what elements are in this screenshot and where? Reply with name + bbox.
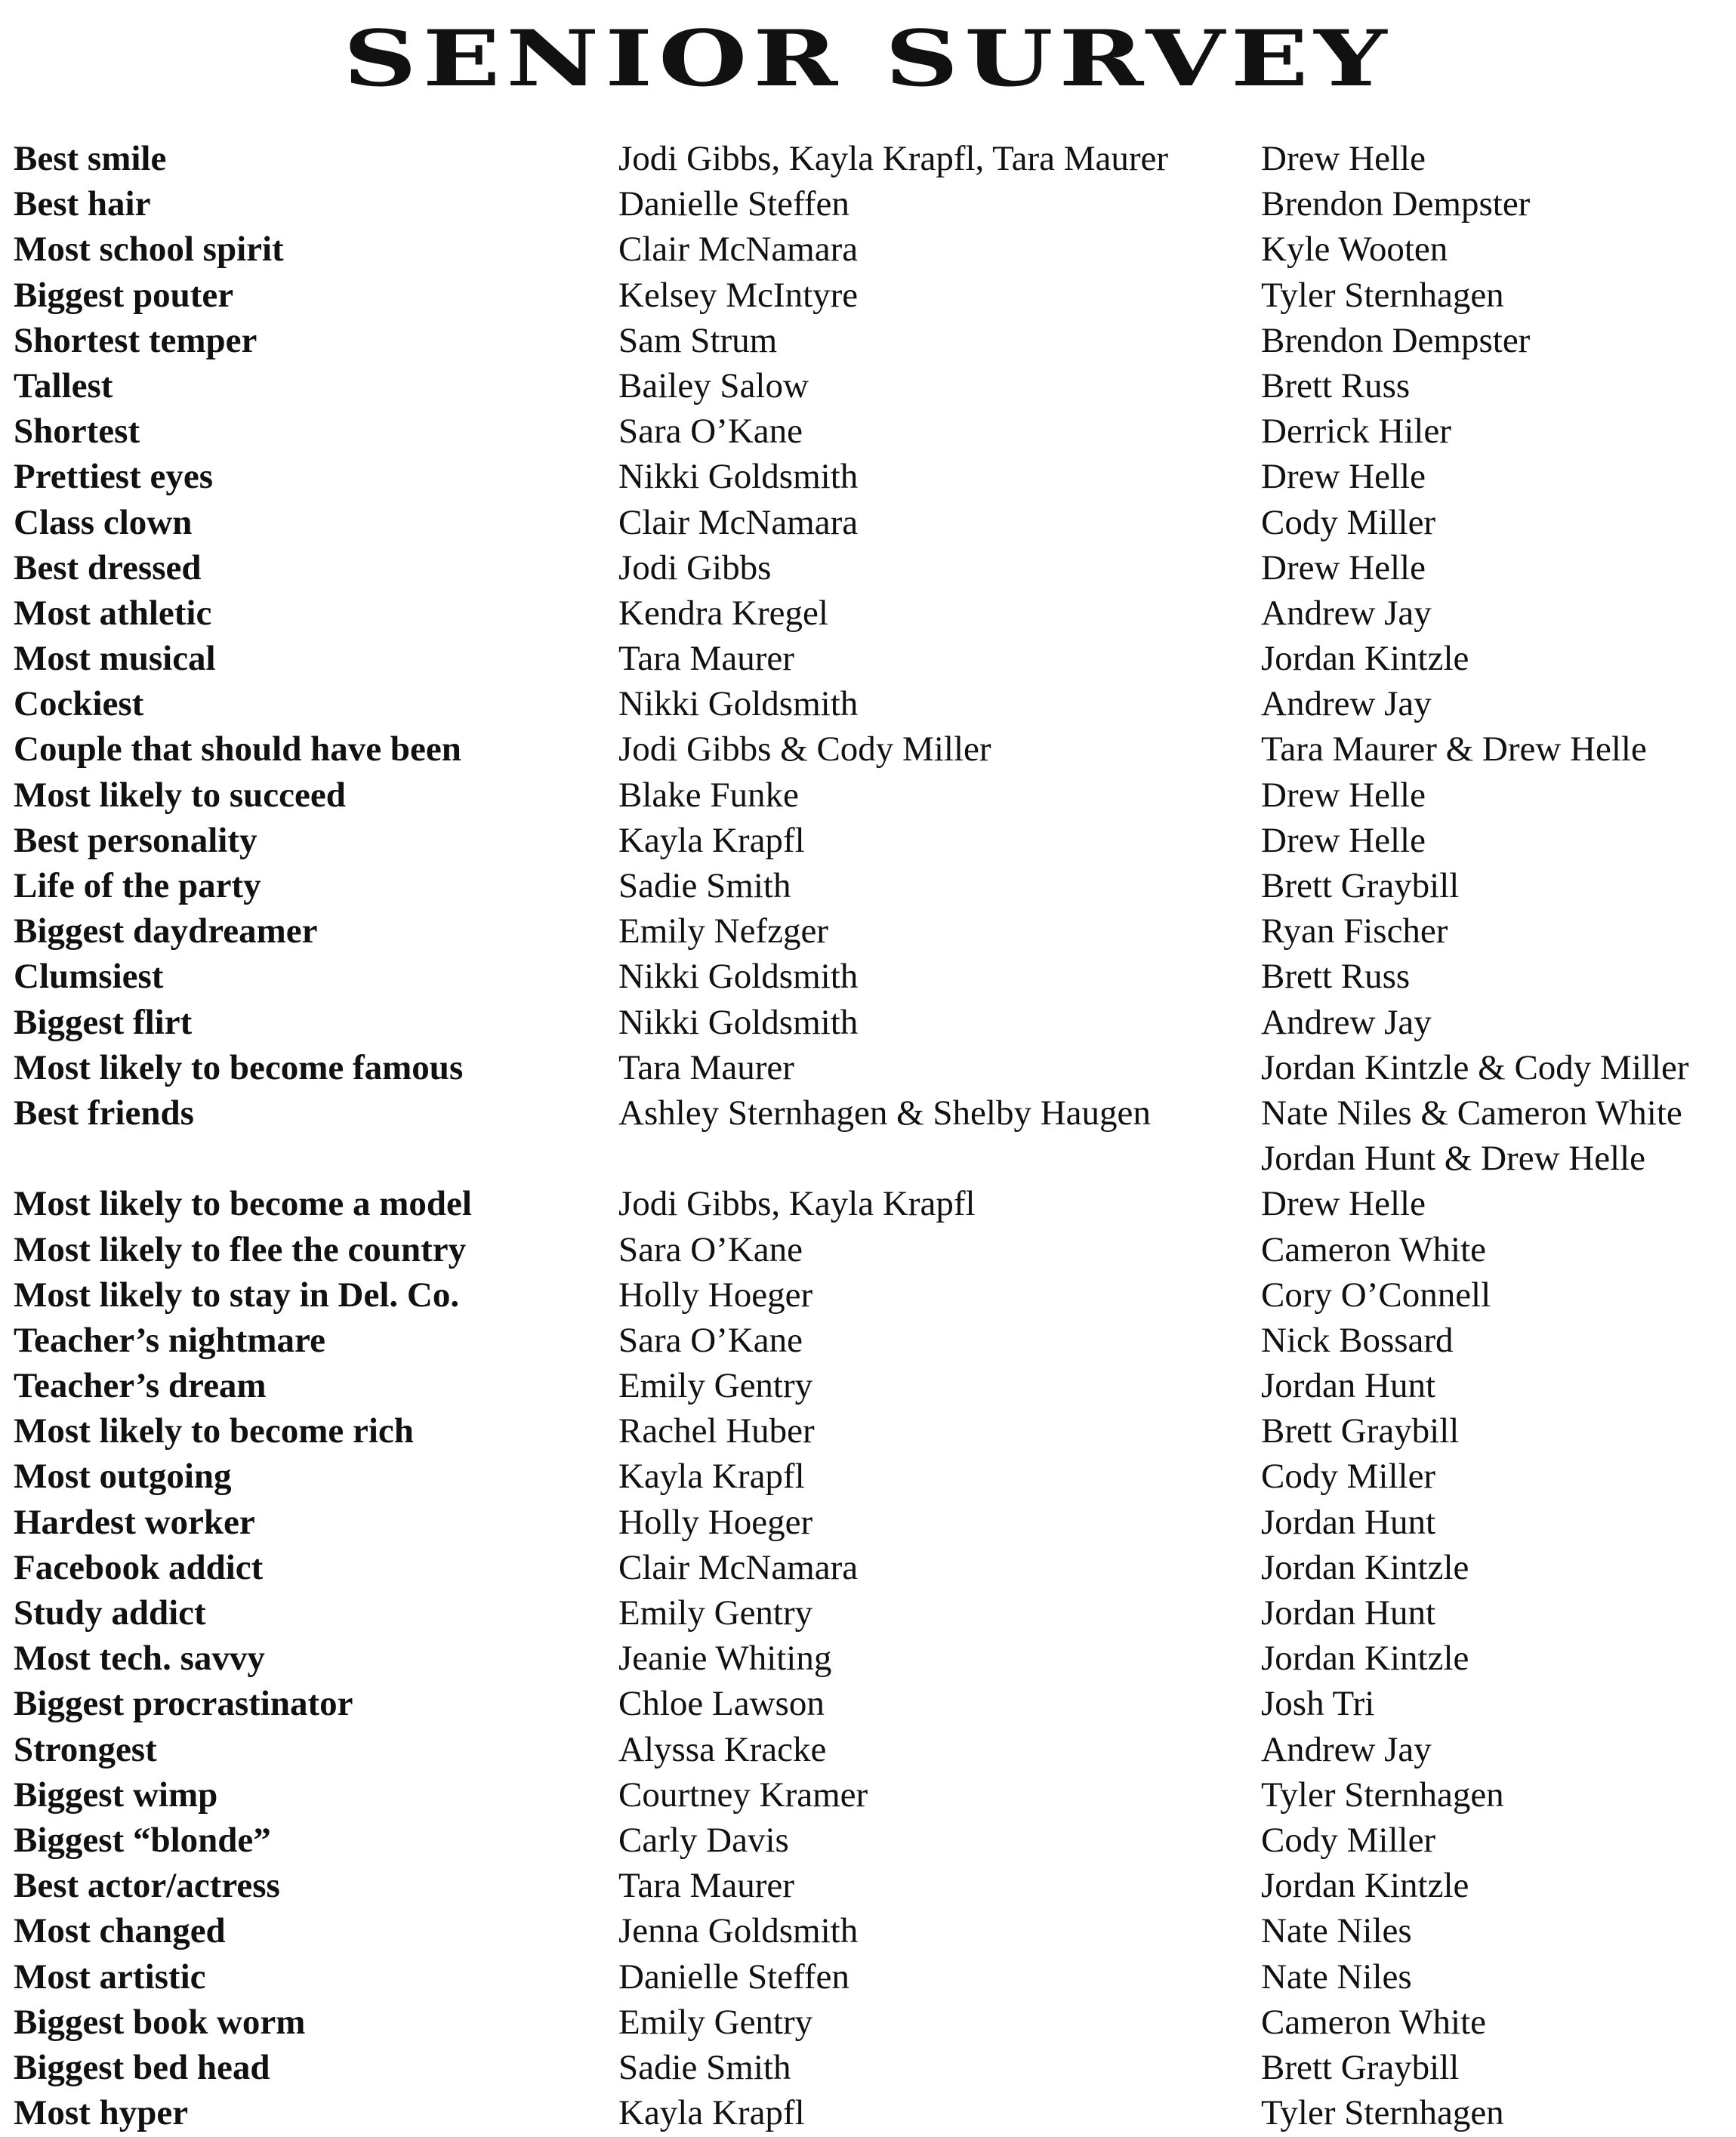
table-row: [0, 1590, 1736, 1636]
table-row: [0, 181, 1736, 227]
category-label: Clumsiest: [14, 957, 164, 997]
boys-winner: Jordan Kintzle: [1261, 1866, 1469, 1906]
table-row: [0, 500, 1736, 545]
girls-winner: Sam Strum: [618, 320, 778, 360]
girls-winner: Jodi Gibbs, Kayla Krapfl: [618, 1184, 976, 1224]
girls-winner: Kayla Krapfl: [618, 820, 805, 860]
table-row: [0, 227, 1736, 272]
boys-winner: Andrew Jay: [1261, 1729, 1432, 1769]
category-label: Most changed: [14, 1911, 226, 1951]
boys-winner: Andrew Jay: [1261, 593, 1432, 633]
category-label: Best smile: [14, 139, 167, 178]
table-row: [0, 1908, 1736, 1954]
category-label: Hardest worker: [14, 1502, 255, 1542]
table-row: [0, 409, 1736, 454]
boys-winner: Cody Miller: [1261, 1820, 1436, 1860]
table-row: [0, 2000, 1736, 2045]
boys-winner: Nate Niles & Cameron White: [1261, 1093, 1682, 1133]
girls-winner: Clair McNamara: [618, 1547, 859, 1587]
boys-winner: Ryan Fischer: [1261, 911, 1448, 951]
girls-winner: Danielle Steffen: [618, 184, 849, 224]
category-label: Best hair: [14, 184, 151, 224]
girls-winner: Jodi Gibbs & Cody Miller: [618, 729, 991, 769]
boys-winner: Jordan Kintzle: [1261, 1639, 1469, 1679]
girls-winner: Nikki Goldsmith: [618, 957, 859, 997]
table-row: [0, 591, 1736, 636]
category-label: Biggest bed head: [14, 2047, 270, 2087]
table-row: [0, 273, 1736, 318]
boys-winner: Cory O’Connell: [1261, 1275, 1491, 1315]
girls-winner: Emily Gentry: [618, 2002, 813, 2042]
table-row: [0, 1408, 1736, 1454]
girls-winner: Nikki Goldsmith: [618, 1002, 859, 1042]
table-row: [0, 1363, 1736, 1408]
girls-winner: Jeanie Whiting: [618, 1639, 832, 1679]
table-row: [0, 1863, 1736, 1908]
table-row: [0, 1727, 1736, 1772]
boys-winner: Brendon Dempster: [1261, 184, 1531, 224]
girls-winner: Sadie Smith: [618, 866, 791, 905]
girls-winner: Kayla Krapfl: [618, 1457, 805, 1497]
boys-winner: Derrick Hiler: [1261, 412, 1451, 452]
girls-winner: Nikki Goldsmith: [618, 684, 859, 724]
table-row: [0, 681, 1736, 726]
category-label: Facebook addict: [14, 1547, 264, 1587]
girls-winner: Tara Maurer: [618, 1866, 794, 1906]
category-label: Best personality: [14, 820, 257, 860]
boys-winner: Tara Maurer & Drew Helle: [1261, 729, 1647, 769]
category-label: Most likely to succeed: [14, 775, 346, 815]
category-label: Most artistic: [14, 1957, 206, 1997]
boys-winner: Jordan Kintzle & Cody Miller: [1261, 1047, 1689, 1087]
table-row: [0, 1045, 1736, 1090]
boys-winner: Cody Miller: [1261, 1457, 1436, 1497]
category-label: Biggest flirt: [14, 1002, 193, 1042]
category-label: Biggest pouter: [14, 275, 234, 315]
category-label: Biggest wimp: [14, 1775, 218, 1815]
girls-winner: Sara O’Kane: [618, 412, 803, 452]
boys-winner: Drew Helle: [1261, 457, 1426, 497]
boys-winner: Nate Niles: [1261, 1911, 1412, 1951]
table-row: [0, 1318, 1736, 1363]
boys-winner: Tyler Sternhagen: [1261, 2093, 1504, 2133]
category-label: Most musical: [14, 639, 216, 679]
boys-winner: Jordan Hunt: [1261, 1366, 1436, 1406]
category-label: Life of the party: [14, 866, 261, 905]
category-label: Class clown: [14, 502, 193, 542]
girls-winner: Emily Nefzger: [618, 911, 828, 951]
table-row: [0, 1681, 1736, 1726]
girls-winner: Tara Maurer: [618, 1047, 794, 1087]
category-label: Best friends: [14, 1093, 194, 1133]
girls-winner: Emily Gentry: [618, 1366, 813, 1406]
category-label: Biggest book worm: [14, 2002, 306, 2042]
table-row: [0, 1954, 1736, 2000]
girls-winner: Emily Gentry: [618, 1593, 813, 1633]
table-row: [0, 1818, 1736, 1863]
category-label: Most likely to flee the country: [14, 1229, 467, 1269]
girls-winner: Danielle Steffen: [618, 1957, 849, 1997]
category-label: Teacher’s dream: [14, 1366, 267, 1406]
girls-winner: Clair McNamara: [618, 230, 859, 270]
table-row: [0, 636, 1736, 681]
boys-winner: Cameron White: [1261, 2002, 1487, 2042]
table-row: [0, 1454, 1736, 1499]
table-row: [0, 2045, 1736, 2090]
boys-winner: Nick Bossard: [1261, 1320, 1454, 1360]
category-label: Strongest: [14, 1729, 157, 1769]
boys-winner: Jordan Hunt: [1261, 1502, 1436, 1542]
table-row: [0, 818, 1736, 863]
girls-winner: Chloe Lawson: [618, 1684, 825, 1724]
boys-winner: Kyle Wooten: [1261, 230, 1448, 270]
category-label: Biggest procrastinator: [14, 1684, 353, 1724]
boys-winner: Drew Helle: [1261, 820, 1426, 860]
girls-winner: Carly Davis: [618, 1820, 789, 1860]
table-row: [0, 772, 1736, 818]
girls-winner: Kendra Kregel: [618, 593, 828, 633]
category-label: Most likely to stay in Del. Co.: [14, 1275, 460, 1315]
table-row: [0, 136, 1736, 181]
category-label: Most likely to become rich: [14, 1411, 414, 1451]
category-label: Most likely to become a model: [14, 1184, 472, 1224]
category-label: Best actor/actress: [14, 1866, 280, 1906]
boys-winner: Drew Helle: [1261, 1184, 1426, 1224]
table-row: [0, 954, 1736, 999]
boys-winner: Josh Tri: [1261, 1684, 1375, 1724]
boys-winner: Cody Miller: [1261, 502, 1436, 542]
boys-winner: Brett Graybill: [1261, 866, 1460, 905]
table-row: [0, 2090, 1736, 2135]
boys-winner: Jordan Hunt & Drew Helle: [1261, 1139, 1646, 1179]
girls-winner: Courtney Kramer: [618, 1775, 868, 1815]
boys-winner: Andrew Jay: [1261, 1002, 1432, 1042]
table-row: [0, 1636, 1736, 1681]
table-row: [0, 863, 1736, 908]
girls-winner: Kelsey McIntyre: [618, 275, 859, 315]
survey-table: [0, 136, 1736, 2135]
table-row: [0, 726, 1736, 772]
boys-winner: Jordan Hunt: [1261, 1593, 1436, 1633]
boys-winner: Tyler Sternhagen: [1261, 275, 1504, 315]
table-row: [0, 1772, 1736, 1818]
boys-winner: Brett Graybill: [1261, 1411, 1460, 1451]
table-row: [0, 1500, 1736, 1545]
girls-winner: Nikki Goldsmith: [618, 457, 859, 497]
girls-winner: Sara O’Kane: [618, 1320, 803, 1360]
girls-winner: Alyssa Kracke: [618, 1729, 827, 1769]
table-row: [0, 1545, 1736, 1590]
girls-winner: Sadie Smith: [618, 2047, 791, 2087]
category-label: Most tech. savvy: [14, 1639, 265, 1679]
boys-winner: Brett Graybill: [1261, 2047, 1460, 2087]
category-label: Biggest “blonde”: [14, 1820, 271, 1860]
boys-winner: Jordan Kintzle: [1261, 639, 1469, 679]
boys-winner: Brendon Dempster: [1261, 320, 1531, 360]
category-label: Most school spirit: [14, 230, 284, 270]
table-row: [0, 454, 1736, 499]
category-label: Most likely to become famous: [14, 1047, 464, 1087]
table-row: [0, 545, 1736, 591]
category-label: Teacher’s nightmare: [14, 1320, 325, 1360]
table-row: [0, 1272, 1736, 1318]
girls-winner: Ashley Sternhagen & Shelby Haugen: [618, 1093, 1151, 1133]
category-label: Tallest: [14, 365, 113, 406]
table-row: [0, 1000, 1736, 1045]
boys-winner: Brett Russ: [1261, 365, 1411, 406]
boys-winner: Jordan Kintzle: [1261, 1547, 1469, 1587]
category-label: Study addict: [14, 1593, 206, 1633]
boys-winner: Drew Helle: [1261, 139, 1426, 178]
table-row: [0, 1136, 1736, 1181]
table-row: [0, 1181, 1736, 1226]
table-row: [0, 318, 1736, 363]
girls-winner: Clair McNamara: [618, 502, 859, 542]
boys-winner: Nate Niles: [1261, 1957, 1412, 1997]
girls-winner: Tara Maurer: [618, 639, 794, 679]
category-label: Biggest daydreamer: [14, 911, 318, 951]
category-label: Shortest: [14, 412, 140, 452]
boys-winner: Andrew Jay: [1261, 684, 1432, 724]
girls-winner: Holly Hoeger: [618, 1275, 813, 1315]
category-label: Shortest temper: [14, 320, 257, 360]
girls-winner: Rachel Huber: [618, 1411, 815, 1451]
girls-winner: Holly Hoeger: [618, 1502, 813, 1542]
girls-winner: Jenna Goldsmith: [618, 1911, 859, 1951]
table-row: [0, 363, 1736, 409]
boys-winner: Brett Russ: [1261, 957, 1411, 997]
girls-winner: Jodi Gibbs: [618, 547, 772, 587]
boys-winner: Tyler Sternhagen: [1261, 1775, 1504, 1815]
girls-winner: Blake Funke: [618, 775, 799, 815]
girls-winner: Bailey Salow: [618, 365, 809, 406]
girls-winner: Jodi Gibbs, Kayla Krapfl, Tara Maurer: [618, 139, 1169, 178]
boys-winner: Cameron White: [1261, 1229, 1487, 1269]
page-title: SENIOR SURVEY: [343, 14, 1393, 104]
category-label: Most hyper: [14, 2093, 189, 2133]
category-label: Most athletic: [14, 593, 212, 633]
category-label: Cockiest: [14, 684, 144, 724]
category-label: Best dressed: [14, 547, 202, 587]
boys-winner: Drew Helle: [1261, 775, 1426, 815]
table-row: [0, 908, 1736, 954]
category-label: Prettiest eyes: [14, 457, 214, 497]
girls-winner: Sara O’Kane: [618, 1229, 803, 1269]
girls-winner: Kayla Krapfl: [618, 2093, 805, 2133]
boys-winner: Drew Helle: [1261, 547, 1426, 587]
category-label: Most outgoing: [14, 1457, 232, 1497]
table-row: [0, 1090, 1736, 1136]
category-label: Couple that should have been: [14, 729, 461, 769]
table-row: [0, 1227, 1736, 1272]
